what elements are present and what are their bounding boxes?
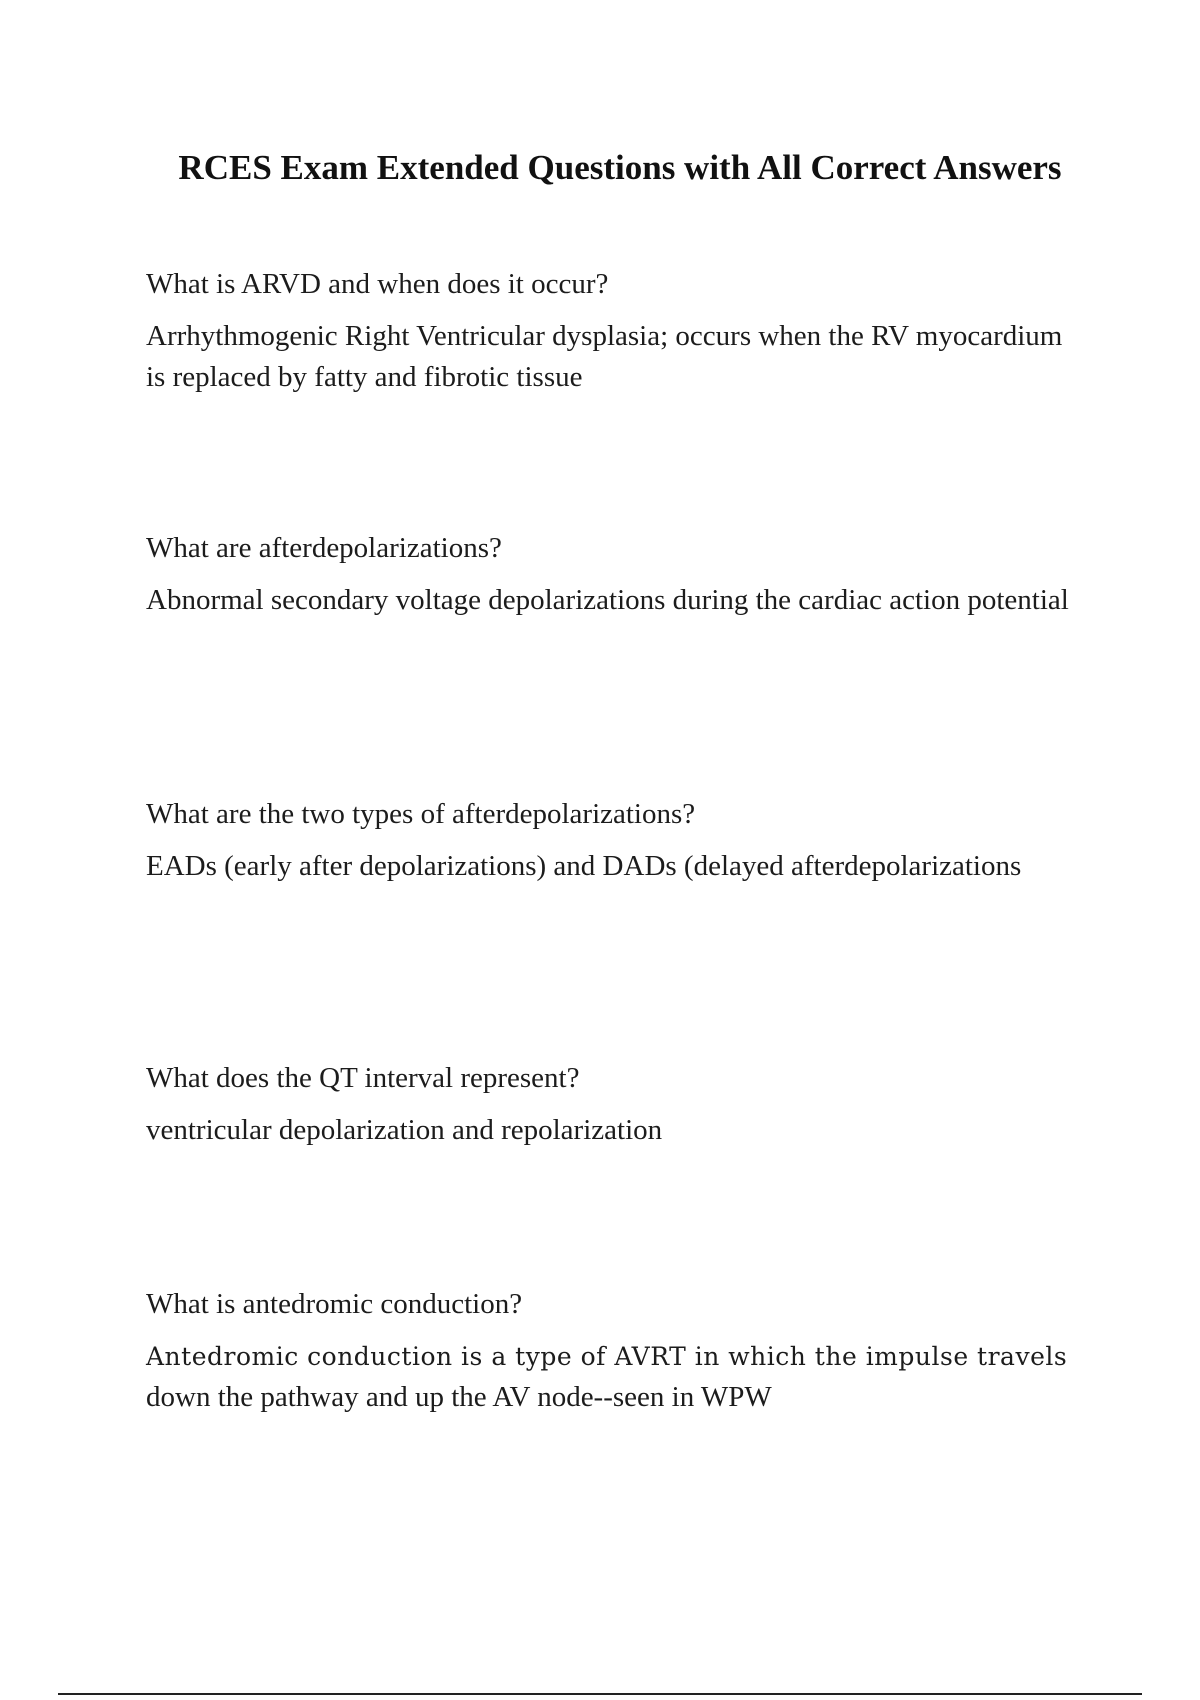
answer-text bbox=[146, 1336, 1076, 1418]
document-title: RCES Exam Extended Questions with All Correct Answers bbox=[178, 148, 1062, 187]
qa-item bbox=[146, 530, 1076, 621]
answer-text: EADs (early after depolarizations) and DADs (delayed afterdepolarizations bbox=[146, 850, 1022, 882]
question-text: What is ARVD and when does it occur? bbox=[146, 268, 609, 300]
qa-item bbox=[146, 1060, 1076, 1151]
question-text: What are the two types of afterdepolarizations? bbox=[146, 798, 696, 830]
answer-line-2: down the pathway and up the AV node--seen in WPW bbox=[146, 1381, 772, 1413]
answer-line-1: Antedromic conduction is a type of AVRT in which the impulse travels bbox=[146, 1342, 1068, 1371]
question-text: What does the QT interval represent? bbox=[146, 1062, 580, 1094]
page-divider bbox=[58, 1693, 1142, 1695]
qa-item bbox=[146, 266, 1076, 398]
qa-item bbox=[146, 1286, 1076, 1418]
question-text: What are afterdepolarizations? bbox=[146, 532, 502, 564]
question-text: What is antedromic conduction? bbox=[146, 1288, 523, 1320]
answer-text: ventricular depolarization and repolarization bbox=[146, 1114, 663, 1146]
answer-text: Arrhythmogenic Right Ventricular dysplasia; occurs when the RV myocardium is replaced by fatty and fibrotic tissue bbox=[146, 320, 1063, 393]
answer-text: Abnormal secondary voltage depolarizations during the cardiac action potential bbox=[146, 584, 1069, 616]
qa-item bbox=[146, 796, 1076, 887]
